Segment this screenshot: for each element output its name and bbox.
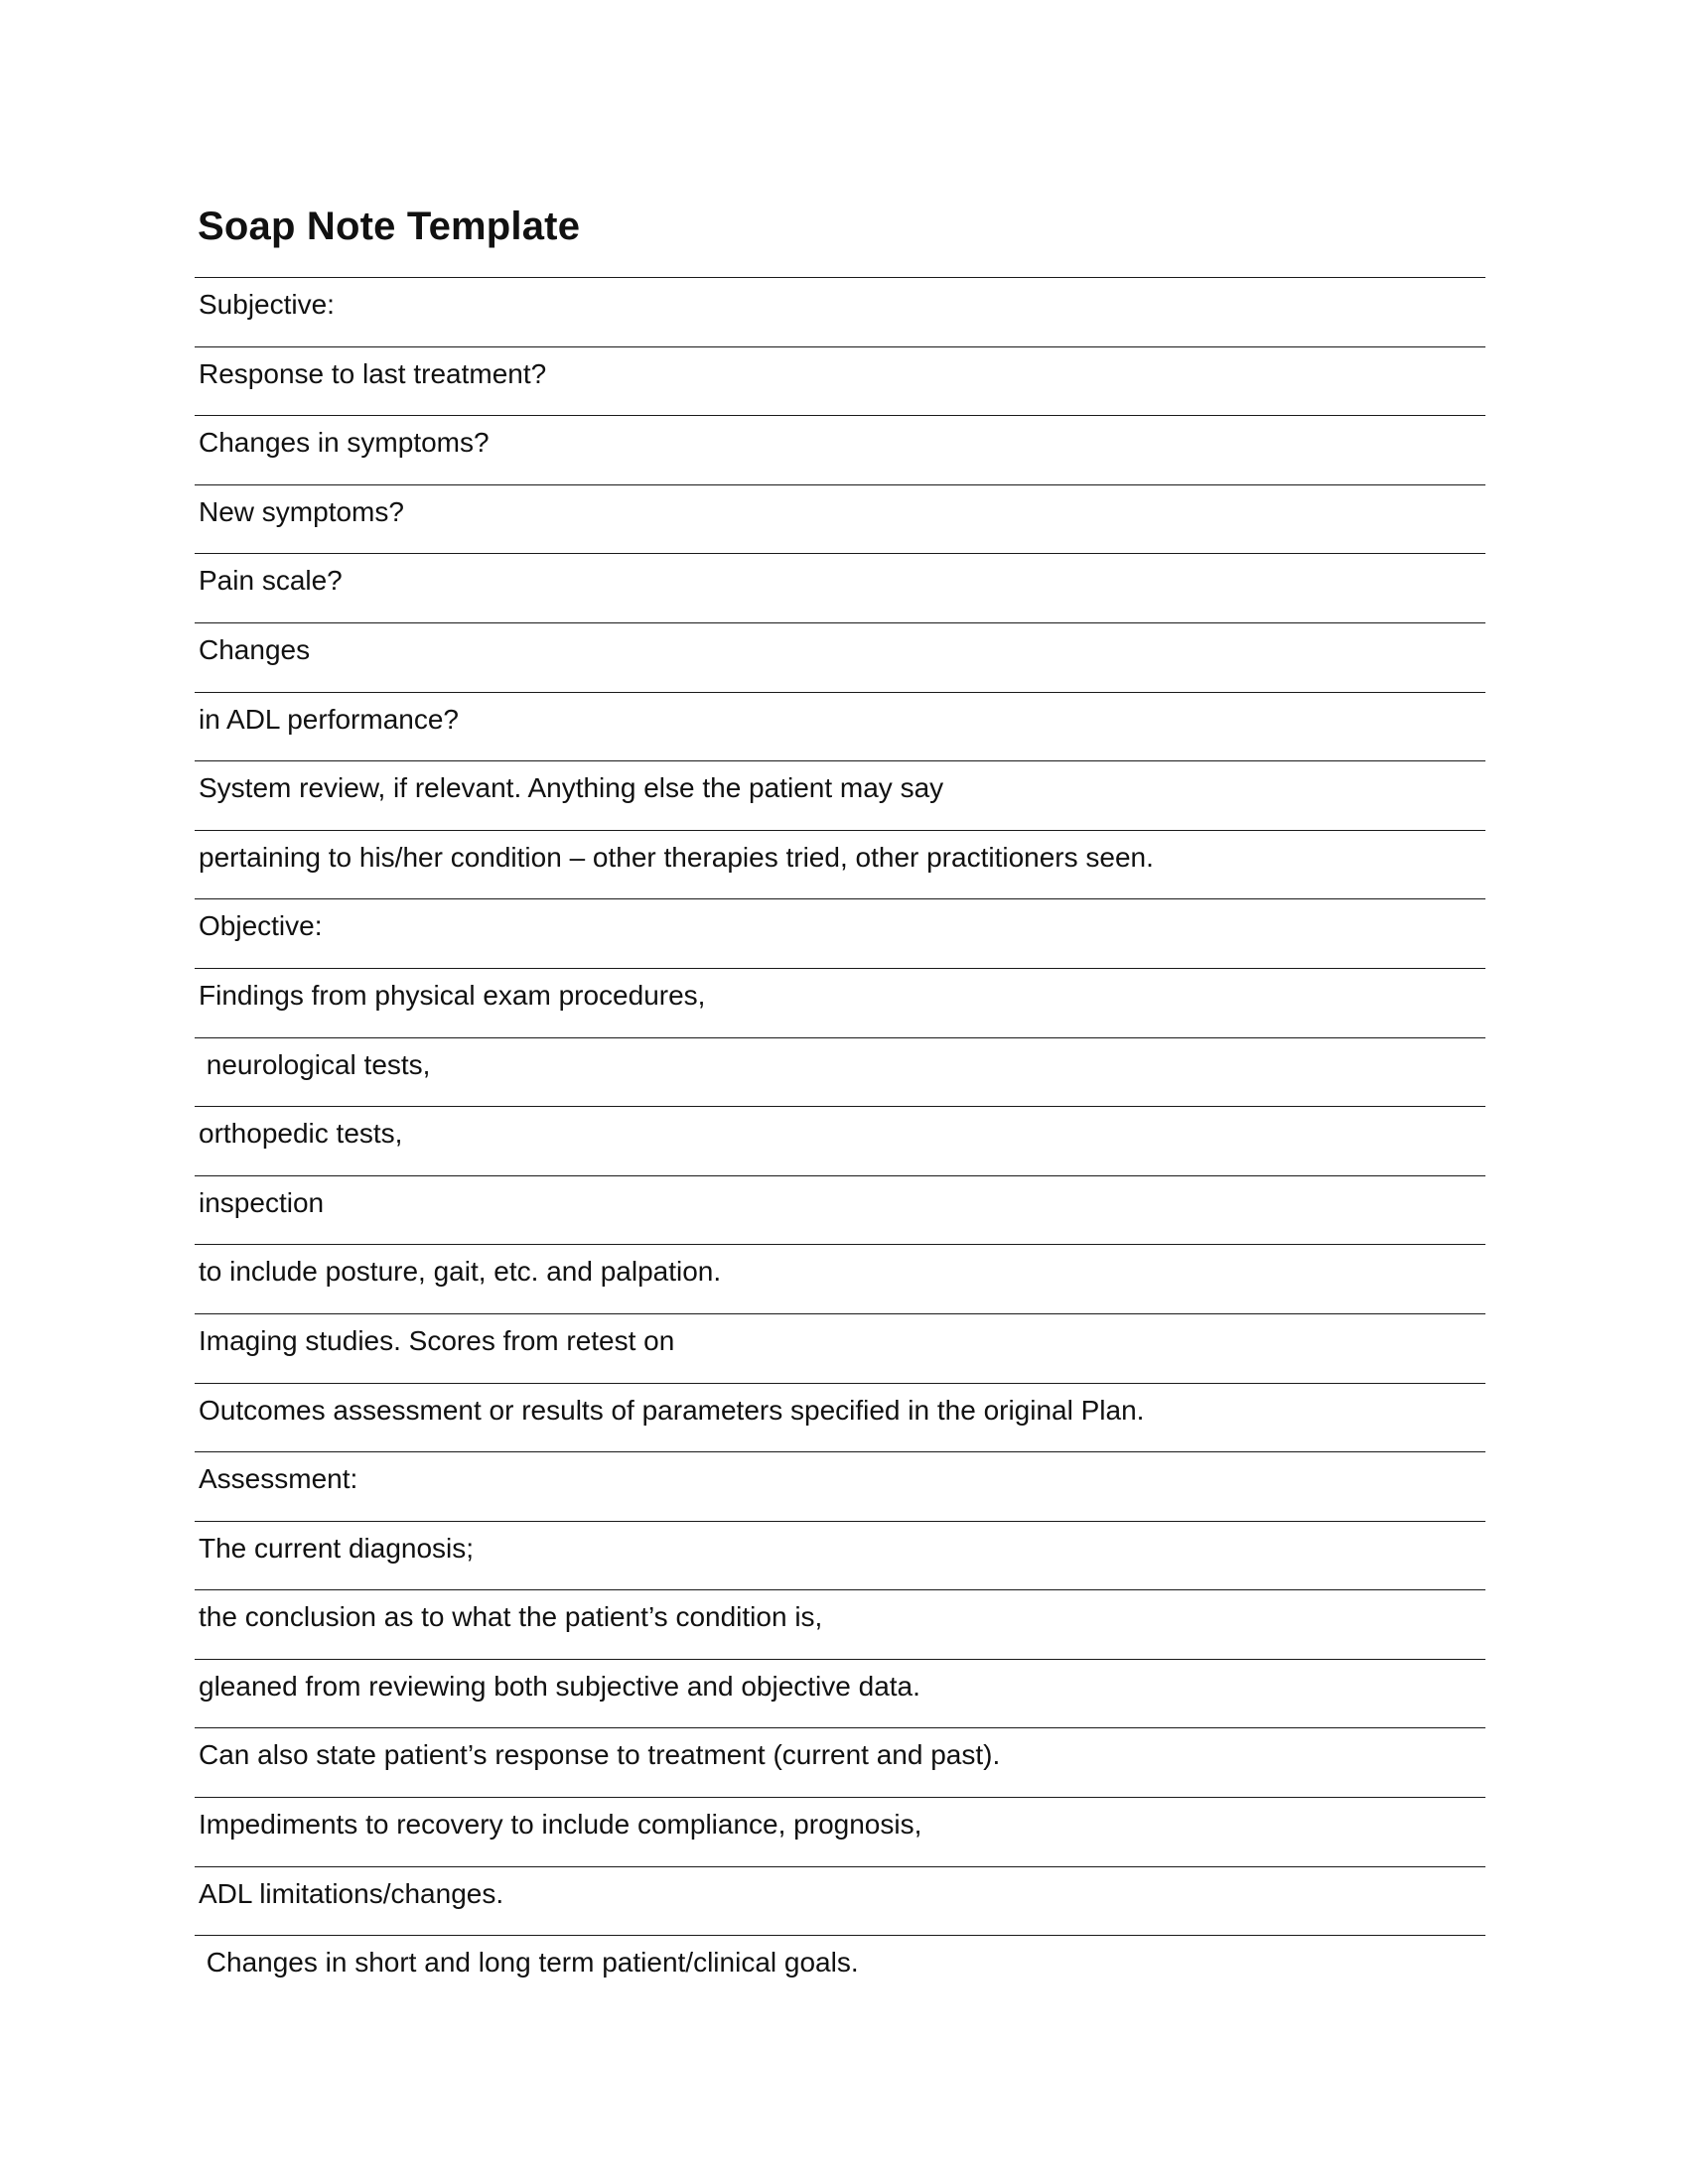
form-line: [195, 1037, 1485, 1107]
form-line: [195, 1935, 1485, 2004]
line-label: Outcomes assessment or results of parameters specified in the original Plan.: [199, 1394, 1145, 1426]
line-label: Pain scale?: [199, 565, 343, 597]
form-line: [195, 1521, 1485, 1590]
line-label: neurological tests,: [199, 1048, 431, 1080]
form-line: [195, 1727, 1485, 1797]
line-label: New symptoms?: [199, 495, 404, 527]
line-label: Impediments to recovery to include compliance, prognosis,: [199, 1809, 922, 1841]
form-lines: [195, 277, 1485, 2004]
line-label: Findings from physical exam procedures,: [199, 979, 706, 1011]
line-label: The current diagnosis;: [199, 1532, 475, 1564]
form-line: [195, 415, 1485, 484]
form-line: [195, 830, 1485, 899]
form-line: [195, 898, 1485, 968]
line-label: System review, if relevant. Anything else the patient may say: [199, 772, 944, 804]
form-line: [195, 968, 1485, 1037]
line-label: gleaned from reviewing both subjective and objective data.: [199, 1670, 920, 1702]
page-title: Soap Note Template: [198, 205, 581, 248]
line-label: Can also state patient’s response to treatment (current and past).: [199, 1739, 1001, 1771]
line-label: Changes in symptoms?: [199, 427, 490, 459]
line-label: orthopedic tests,: [199, 1118, 403, 1150]
line-label: Objective:: [199, 910, 323, 942]
line-label: to include posture, gait, etc. and palpation.: [199, 1256, 722, 1288]
form-line: [195, 1244, 1485, 1313]
form-line: [195, 277, 1485, 346]
form-line: [195, 484, 1485, 554]
line-label: Changes in short and long term patient/clinical goals.: [199, 1947, 859, 1979]
form-line: [195, 622, 1485, 692]
form-line: [195, 1106, 1485, 1175]
form-line: [195, 1451, 1485, 1521]
form-line: [195, 1866, 1485, 1936]
form-line: [195, 1797, 1485, 1866]
form-line: [195, 346, 1485, 416]
form-line: [195, 692, 1485, 761]
line-label: Imaging studies. Scores from retest on: [199, 1324, 675, 1356]
line-label: the conclusion as to what the patient’s condition is,: [199, 1601, 823, 1633]
line-label: Response to last treatment?: [199, 357, 547, 389]
form-line: [195, 1383, 1485, 1452]
line-label: pertaining to his/her condition – other therapies tried, other practitioners seen.: [199, 841, 1154, 873]
line-label: Subjective:: [199, 289, 335, 320]
line-label: in ADL performance?: [199, 703, 459, 735]
line-label: ADL limitations/changes.: [199, 1877, 504, 1909]
line-label: Changes: [199, 633, 311, 665]
form-line: [195, 1313, 1485, 1383]
line-label: Assessment:: [199, 1463, 358, 1495]
form-line: [195, 1589, 1485, 1659]
form-line: [195, 1175, 1485, 1245]
form-line: [195, 553, 1485, 622]
form-line: [195, 1659, 1485, 1728]
form-line: [195, 760, 1485, 830]
line-label: inspection: [199, 1186, 325, 1218]
